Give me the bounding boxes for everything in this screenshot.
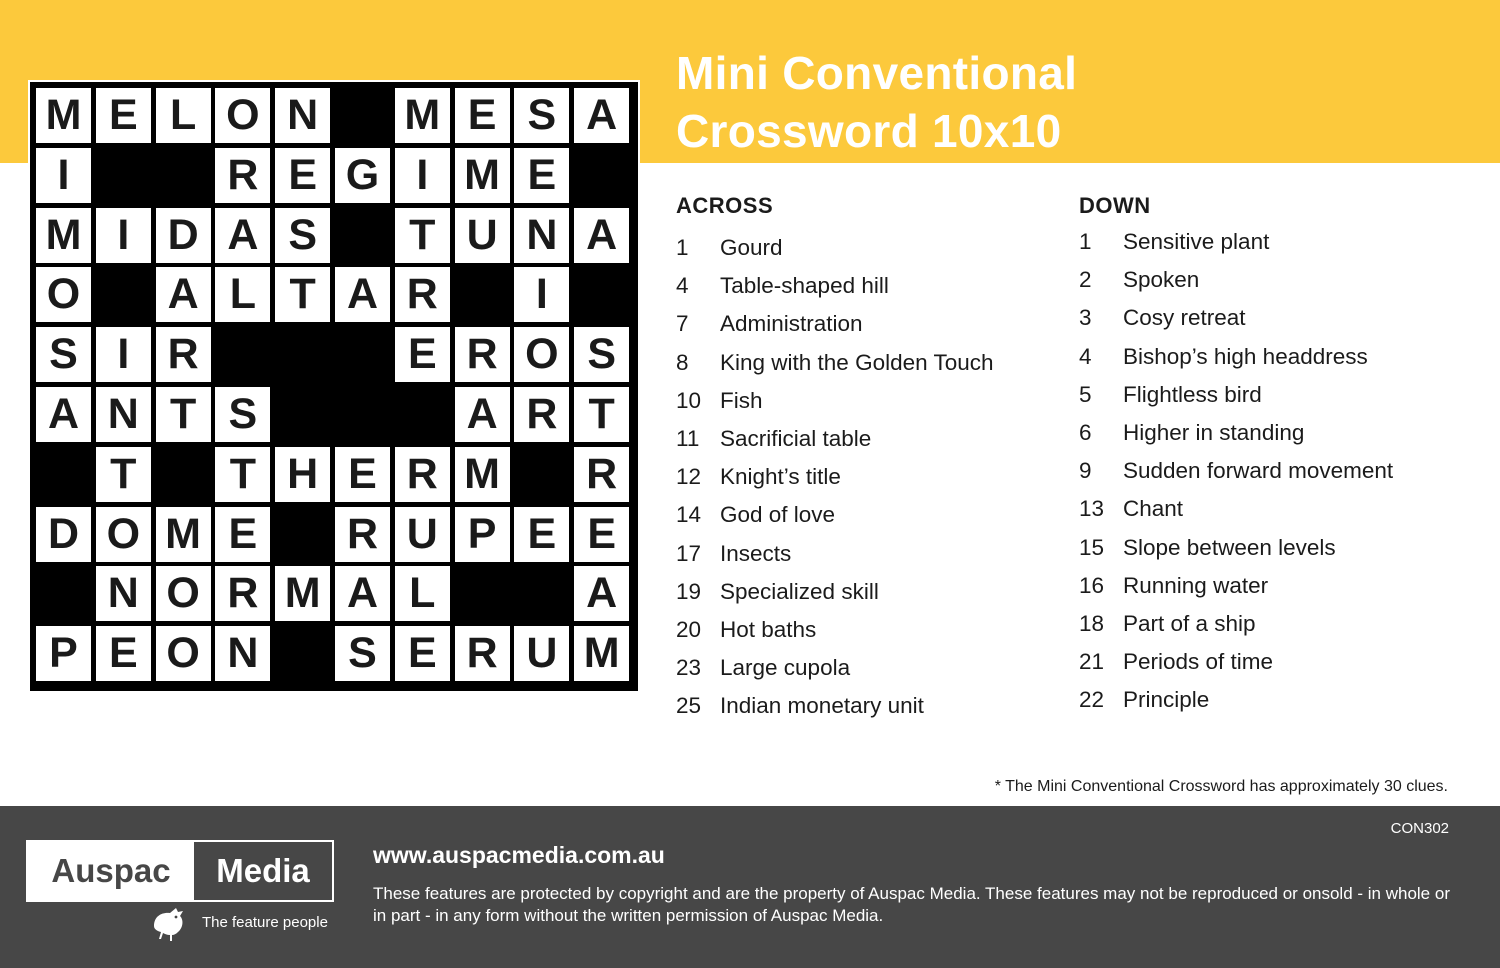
- grid-cell[interactable]: I: [96, 327, 151, 382]
- grid-cell[interactable]: M: [36, 88, 91, 143]
- clue-number: 23: [676, 655, 702, 681]
- grid-cell[interactable]: R: [395, 447, 450, 502]
- across-clue[interactable]: [676, 615, 816, 645]
- grid-cell[interactable]: M: [574, 626, 629, 681]
- grid-cell[interactable]: A: [574, 208, 629, 263]
- across-clue[interactable]: [676, 309, 863, 339]
- grid-cell[interactable]: R: [514, 387, 569, 442]
- grid-cell[interactable]: T: [395, 208, 450, 263]
- grid-cell[interactable]: A: [215, 208, 270, 263]
- grid-cell[interactable]: P: [455, 507, 510, 562]
- grid-cell[interactable]: A: [156, 267, 211, 322]
- clue-number: 19: [676, 578, 702, 604]
- grid-cell[interactable]: O: [96, 507, 151, 562]
- grid-cell[interactable]: I: [36, 148, 91, 203]
- grid-cell[interactable]: R: [335, 507, 390, 562]
- auspac-logo: [26, 840, 334, 902]
- clue-number: 20: [676, 617, 702, 642]
- title-line-1: Mini Conventional: [676, 47, 1078, 99]
- clue-text: King with the Golden Touch: [720, 349, 994, 375]
- grid-cell[interactable]: S: [335, 626, 390, 681]
- across-clue[interactable]: [676, 233, 783, 263]
- clue-number: 15: [1079, 534, 1105, 560]
- clue-number: 13: [1079, 496, 1105, 522]
- grid-cell[interactable]: A: [335, 566, 390, 621]
- clue-number: 17: [676, 540, 702, 566]
- grid-cell[interactable]: O: [156, 626, 211, 681]
- down-clues: [1079, 193, 1479, 713]
- grid-cell[interactable]: E: [335, 447, 390, 502]
- clue-text: Sacrificial table: [720, 426, 872, 451]
- grid-cell[interactable]: M: [275, 566, 330, 621]
- clue-text: Higher in standing: [1123, 420, 1305, 445]
- grid-cell[interactable]: L: [215, 267, 270, 322]
- grid-cell[interactable]: E: [275, 148, 330, 203]
- grid-cell[interactable]: S: [275, 208, 330, 263]
- grid-cell[interactable]: T: [156, 387, 211, 442]
- title-line-2: Crossword 10x10: [676, 105, 1062, 157]
- clue-text: Indian monetary unit: [720, 693, 924, 719]
- clue-number: 4: [676, 273, 689, 299]
- grid-cell[interactable]: E: [96, 626, 151, 681]
- clue-number: 9: [1079, 458, 1092, 484]
- clue-number: 21: [1079, 649, 1105, 675]
- grid-cell[interactable]: E: [96, 88, 151, 143]
- grid-cell[interactable]: R: [156, 327, 211, 382]
- across-clue[interactable]: [676, 386, 763, 416]
- grid-cell[interactable]: H: [275, 447, 330, 502]
- grid-cell[interactable]: N: [96, 566, 151, 621]
- grid-cell[interactable]: G: [335, 148, 390, 203]
- clue-number: 11: [676, 426, 700, 451]
- clue-number: 10: [676, 387, 702, 413]
- clue-text: Spoken: [1123, 267, 1200, 293]
- grid-cell[interactable]: L: [156, 88, 211, 143]
- across-clue[interactable]: [676, 691, 924, 721]
- clue-text: God of love: [720, 502, 836, 528]
- clue-text: Sudden forward movement: [1123, 458, 1394, 484]
- grid-cell[interactable]: S: [574, 327, 629, 382]
- grid-cell[interactable]: U: [455, 208, 510, 263]
- clue-text: Part of a ship: [1123, 611, 1256, 636]
- down-clue[interactable]: [1079, 647, 1273, 677]
- clue-text: Large cupola: [720, 655, 851, 681]
- grid-cell[interactable]: O: [36, 267, 91, 322]
- across-heading: ACROSS: [676, 193, 774, 218]
- grid-cell[interactable]: S: [514, 88, 569, 143]
- down-clue[interactable]: [1079, 342, 1368, 372]
- grid-cell[interactable]: E: [395, 626, 450, 681]
- logo-text-auspac: Auspac: [28, 842, 194, 900]
- crossword-grid: [30, 82, 638, 691]
- grid-cell[interactable]: N: [514, 208, 569, 263]
- across-clues: [676, 193, 1056, 719]
- grid-cell[interactable]: N: [215, 626, 270, 681]
- clue-number: 16: [1079, 572, 1105, 598]
- grid-cell[interactable]: T: [96, 447, 151, 502]
- clue-text: Fish: [720, 387, 763, 413]
- grid-cell[interactable]: M: [455, 148, 510, 203]
- down-clue[interactable]: [1079, 533, 1336, 563]
- grid-cell[interactable]: O: [215, 88, 270, 143]
- grid-cell[interactable]: R: [574, 447, 629, 502]
- page-title: [676, 44, 1077, 160]
- clue-number: 5: [1079, 381, 1092, 407]
- clue-number: 2: [1079, 267, 1092, 293]
- grid-cell[interactable]: M: [395, 88, 450, 143]
- clue-text: Table-shaped hill: [720, 273, 889, 299]
- grid-cell[interactable]: E: [395, 327, 450, 382]
- grid-cell[interactable]: D: [156, 208, 211, 263]
- clue-number: 1: [676, 235, 689, 260]
- website-link[interactable]: www.auspacmedia.com.au: [373, 842, 665, 868]
- clue-number: 14: [676, 502, 702, 528]
- copyright-notice: These features are protected by copyright and are the property of Auspac Media. These features may not be reproduced or onsold - in whole or in part - in any form without the written permission of Auspac Media.: [373, 884, 1450, 925]
- grid-cell[interactable]: L: [395, 566, 450, 621]
- grid-cell[interactable]: R: [455, 626, 510, 681]
- clue-number: 8: [676, 349, 689, 375]
- grid-cell[interactable]: A: [36, 387, 91, 442]
- grid-cell[interactable]: T: [574, 387, 629, 442]
- grid-cell[interactable]: S: [36, 327, 91, 382]
- clue-text: Knight’s title: [720, 464, 841, 490]
- clue-number: 25: [676, 693, 702, 719]
- across-clue[interactable]: [676, 462, 841, 492]
- grid-cell[interactable]: M: [156, 507, 211, 562]
- grid-cell[interactable]: E: [514, 507, 569, 562]
- clue-count-footnote: * The Mini Conventional Crossword has approximately 30 clues.: [994, 778, 1448, 795]
- grid-cell[interactable]: U: [514, 626, 569, 681]
- clue-text: Insects: [720, 540, 792, 566]
- clue-text: Specialized skill: [720, 578, 879, 604]
- grid-cell[interactable]: R: [215, 148, 270, 203]
- grid-cell[interactable]: E: [455, 88, 510, 143]
- clue-number: 1: [1079, 229, 1092, 254]
- clue-text: Principle: [1123, 687, 1210, 713]
- down-clue[interactable]: [1079, 303, 1246, 333]
- grid-cell[interactable]: D: [36, 507, 91, 562]
- grid-cell[interactable]: I: [395, 148, 450, 203]
- down-clue[interactable]: [1079, 571, 1268, 601]
- grid-cell[interactable]: I: [96, 208, 151, 263]
- logo-text-media: Media: [194, 842, 332, 900]
- footer: [0, 806, 1500, 968]
- across-clue[interactable]: [676, 424, 871, 454]
- grid-cell[interactable]: A: [574, 88, 629, 143]
- grid-cell[interactable]: A: [335, 267, 390, 322]
- clue-text: Administration: [720, 311, 863, 337]
- down-clue[interactable]: [1079, 265, 1199, 295]
- clue-text: Cosy retreat: [1123, 305, 1246, 331]
- grid-cell[interactable]: E: [574, 507, 629, 562]
- grid-cell[interactable]: O: [156, 566, 211, 621]
- grid-cell[interactable]: R: [395, 267, 450, 322]
- across-clue[interactable]: [676, 653, 850, 683]
- clue-text: Hot baths: [720, 617, 817, 642]
- grid-cell[interactable]: S: [215, 387, 270, 442]
- grid-cell[interactable]: O: [514, 327, 569, 382]
- clue-text: Sensitive plant: [1123, 229, 1270, 254]
- grid-cell[interactable]: M: [36, 208, 91, 263]
- clue-number: 3: [1079, 305, 1092, 331]
- grid-cell[interactable]: P: [36, 626, 91, 681]
- clue-text: Flightless bird: [1123, 381, 1262, 407]
- across-clue[interactable]: [676, 539, 791, 569]
- grid-cell[interactable]: R: [215, 566, 270, 621]
- puzzle-code: CON302: [1390, 820, 1449, 837]
- down-clue[interactable]: [1079, 494, 1183, 524]
- clue-text: Periods of time: [1123, 649, 1274, 675]
- clue-number: 4: [1079, 343, 1092, 369]
- grid-cell[interactable]: A: [455, 387, 510, 442]
- across-clue[interactable]: [676, 500, 835, 530]
- grid-cell[interactable]: T: [215, 447, 270, 502]
- grid-cell[interactable]: N: [96, 387, 151, 442]
- grid-cell[interactable]: N: [275, 88, 330, 143]
- clue-text: Running water: [1123, 572, 1269, 598]
- clue-text: Chant: [1123, 496, 1184, 522]
- kiwi-bird-icon: [150, 906, 188, 942]
- grid-cell[interactable]: I: [514, 267, 569, 322]
- across-clue[interactable]: [676, 577, 879, 607]
- down-clue[interactable]: [1079, 456, 1393, 486]
- clue-text: Bishop’s high headdress: [1123, 343, 1368, 369]
- clue-number: 6: [1079, 420, 1092, 445]
- across-clue[interactable]: [676, 348, 994, 378]
- tagline: The feature people: [202, 914, 328, 931]
- grid-cell[interactable]: R: [455, 327, 510, 382]
- clue-number: 22: [1079, 687, 1105, 713]
- down-clue[interactable]: [1079, 418, 1304, 448]
- down-clue[interactable]: [1079, 380, 1262, 410]
- across-clue[interactable]: [676, 271, 889, 301]
- down-clue[interactable]: [1079, 685, 1209, 715]
- grid-cell[interactable]: M: [455, 447, 510, 502]
- down-heading: DOWN: [1079, 193, 1151, 218]
- grid-cell[interactable]: A: [574, 566, 629, 621]
- grid-cell[interactable]: T: [275, 267, 330, 322]
- clue-number: 12: [676, 464, 702, 490]
- grid-cell[interactable]: E: [514, 148, 569, 203]
- clue-text: Gourd: [720, 235, 783, 260]
- down-clue[interactable]: [1079, 609, 1256, 639]
- clue-number: 18: [1079, 611, 1105, 636]
- clue-text: Slope between levels: [1123, 534, 1336, 560]
- down-clue[interactable]: [1079, 227, 1269, 257]
- clue-number: 7: [676, 311, 689, 337]
- grid-cell[interactable]: E: [215, 507, 270, 562]
- grid-cell[interactable]: U: [395, 507, 450, 562]
